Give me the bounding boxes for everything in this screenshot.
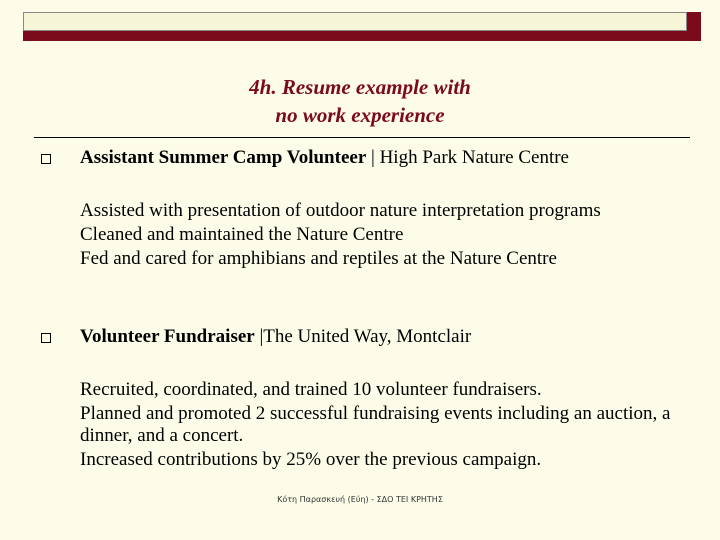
detail-line: Increased contributions by 25% over the previous campaign.	[80, 449, 542, 470]
bullet-square-icon	[41, 154, 51, 164]
entry-role: Volunteer Fundraiser	[80, 326, 255, 347]
entry-heading	[80, 325, 471, 349]
detail-line: Recruited, coordinated, and trained 10 volunteer fundraisers.	[80, 379, 542, 400]
header-corner-block	[687, 12, 701, 41]
title-divider	[34, 137, 690, 138]
entry-organization: |The United Way, Montclair	[254, 326, 472, 347]
entry-organization: | High Park Nature Centre	[366, 147, 569, 168]
entry-details	[80, 200, 690, 272]
bullet-square-icon	[41, 333, 51, 343]
entry-role: Assistant Summer Camp Volunteer	[80, 147, 367, 168]
detail-line: Assisted with presentation of outdoor nature interpretation programs	[80, 200, 601, 221]
header-stripe	[23, 31, 687, 41]
header-bar	[23, 12, 687, 31]
detail-line: Planned and promoted 2 successful fundraising events including an auction, a dinner, and a concert.	[80, 403, 671, 446]
slide-title-line-2: no work experience	[275, 103, 445, 127]
slide-footer: Κότη Παρασκευή (Εύη) - ΣΔΟ ΤΕΙ ΚΡΗΤΗΣ	[277, 495, 443, 504]
detail-line: Cleaned and maintained the Nature Centre	[80, 224, 404, 245]
detail-line: Fed and cared for amphibians and reptiles at the Nature Centre	[80, 248, 557, 269]
slide-title-line-1: 4h. Resume example with	[249, 75, 471, 99]
entry-heading	[80, 146, 569, 170]
slide-title	[0, 73, 720, 129]
entry-details	[80, 379, 690, 473]
